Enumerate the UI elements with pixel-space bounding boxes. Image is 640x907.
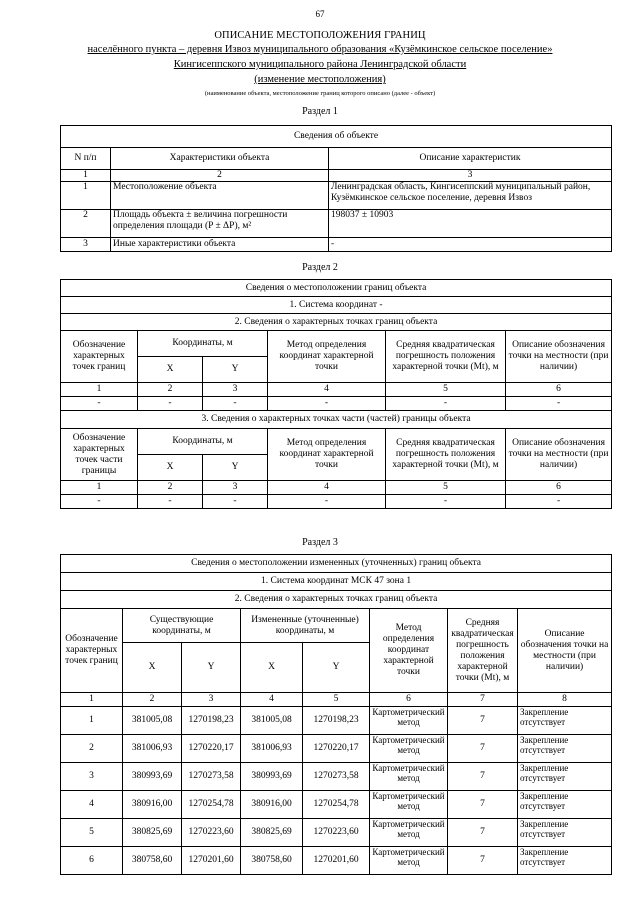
header-point-designation: Обозначение характерных точек части границы bbox=[61, 429, 138, 481]
empty-cell: - bbox=[61, 495, 138, 509]
table-row bbox=[61, 210, 612, 238]
changed-x: 380758,60 bbox=[241, 847, 303, 875]
empty-cell: - bbox=[506, 397, 612, 411]
changed-y: 1270220,17 bbox=[303, 735, 370, 763]
changed-x: 381006,93 bbox=[241, 735, 303, 763]
boundary-points-title: 2. Сведения о характерных точках границ объекта bbox=[61, 591, 612, 609]
coordinate-system: 1. Система координат МСК 47 зона 1 bbox=[61, 573, 612, 591]
existing-y: 1270201,60 bbox=[182, 847, 241, 875]
point-number: 1 bbox=[61, 707, 123, 735]
coordinate-system: 1. Система координат - bbox=[61, 297, 612, 314]
header-point-description: Описание обозначения точки на местности (при наличии) bbox=[506, 331, 612, 383]
header-accuracy: Средняя квадратическая погрешность положения характерной точки (Mt), м bbox=[386, 429, 506, 481]
header-method: Метод определения координат характерной точки bbox=[370, 609, 448, 693]
col-number: 6 bbox=[506, 481, 612, 495]
section-2-title: Сведения о местоположении границ объекта bbox=[61, 280, 612, 297]
existing-y: 1270220,17 bbox=[182, 735, 241, 763]
accuracy: 7 bbox=[448, 791, 518, 819]
section-1-label: Раздел 1 bbox=[302, 106, 338, 117]
row-characteristic: Иные характеристики объекта bbox=[111, 238, 329, 252]
empty-cell: - bbox=[386, 397, 506, 411]
col-number: 3 bbox=[329, 170, 612, 182]
col-number: 5 bbox=[386, 481, 506, 495]
changed-y: 1270273,58 bbox=[303, 763, 370, 791]
row-value: - bbox=[329, 238, 612, 252]
point-number: 4 bbox=[61, 791, 123, 819]
header-point-description: Описание обозначения точки на местности (при наличии) bbox=[506, 429, 612, 481]
accuracy: 7 bbox=[448, 707, 518, 735]
point-number: 6 bbox=[61, 847, 123, 875]
point-number: 5 bbox=[61, 819, 123, 847]
existing-x: 381006,93 bbox=[123, 735, 182, 763]
accuracy: 7 bbox=[448, 763, 518, 791]
section-1-title: Сведения об объекте bbox=[61, 126, 612, 148]
table-row bbox=[61, 495, 612, 509]
method: Картометрический метод bbox=[370, 791, 448, 819]
changed-x: 381005,08 bbox=[241, 707, 303, 735]
existing-x: 381005,08 bbox=[123, 707, 182, 735]
col-number: 1 bbox=[61, 481, 138, 495]
object-caption: (наименование объекта, местоположение границ которого описано (далее - объект) bbox=[204, 90, 436, 97]
point-description: Закрепление отсутствует bbox=[518, 791, 612, 819]
col-number: 3 bbox=[203, 383, 268, 397]
col-number: 2 bbox=[123, 693, 182, 707]
empty-cell: - bbox=[61, 397, 138, 411]
method: Картометрический метод bbox=[370, 819, 448, 847]
changed-x: 380993,69 bbox=[241, 763, 303, 791]
existing-x: 380916,00 bbox=[123, 791, 182, 819]
table-row bbox=[61, 819, 612, 847]
row-number: 1 bbox=[61, 182, 111, 210]
accuracy: 7 bbox=[448, 819, 518, 847]
col-number: 1 bbox=[61, 693, 123, 707]
header-method: Метод определения координат характерной точки bbox=[268, 429, 386, 481]
boundary-points-title: 2. Сведения о характерных точках границ объекта bbox=[61, 314, 612, 331]
table-row bbox=[61, 397, 612, 411]
col-number: 4 bbox=[241, 693, 303, 707]
section-2-label: Раздел 2 bbox=[302, 262, 338, 273]
point-description: Закрепление отсутствует bbox=[518, 847, 612, 875]
changed-x: 380916,00 bbox=[241, 791, 303, 819]
header-point-designation: Обозначение характерных точек границ bbox=[61, 609, 123, 693]
row-number: 3 bbox=[61, 238, 111, 252]
header-point-designation: Обозначение характерных точек границ bbox=[61, 331, 138, 383]
col-number: 4 bbox=[268, 383, 386, 397]
header-y: Y bbox=[303, 643, 370, 693]
header-y: Y bbox=[203, 455, 268, 481]
col-number: 3 bbox=[182, 693, 241, 707]
header-x: X bbox=[123, 643, 182, 693]
col-number: 6 bbox=[370, 693, 448, 707]
point-description: Закрепление отсутствует bbox=[518, 763, 612, 791]
accuracy: 7 bbox=[448, 735, 518, 763]
document-title: ОПИСАНИЕ МЕСТОПОЛОЖЕНИЯ ГРАНИЦ bbox=[214, 30, 426, 41]
existing-y: 1270273,58 bbox=[182, 763, 241, 791]
changed-y: 1270223,60 bbox=[303, 819, 370, 847]
header-accuracy: Средняя квадратическая погрешность положения характерной точки (Mt), м bbox=[386, 331, 506, 383]
existing-y: 1270198,23 bbox=[182, 707, 241, 735]
col-number: 2 bbox=[138, 383, 203, 397]
method: Картометрический метод bbox=[370, 847, 448, 875]
col-number: 5 bbox=[303, 693, 370, 707]
col-number: 1 bbox=[61, 383, 138, 397]
header-y: Y bbox=[203, 357, 268, 383]
empty-cell: - bbox=[506, 495, 612, 509]
empty-cell: - bbox=[268, 495, 386, 509]
existing-y: 1270254,78 bbox=[182, 791, 241, 819]
accuracy: 7 bbox=[448, 847, 518, 875]
method: Картометрический метод bbox=[370, 763, 448, 791]
point-number: 3 bbox=[61, 763, 123, 791]
col-number: 6 bbox=[506, 383, 612, 397]
point-number: 2 bbox=[61, 735, 123, 763]
point-description: Закрепление отсутствует bbox=[518, 735, 612, 763]
col-number: 7 bbox=[448, 693, 518, 707]
empty-cell: - bbox=[268, 397, 386, 411]
empty-cell: - bbox=[138, 397, 203, 411]
col-header-characteristic: Характеристики объекта bbox=[111, 148, 329, 170]
col-number: 3 bbox=[203, 481, 268, 495]
col-number: 4 bbox=[268, 481, 386, 495]
point-description: Закрепление отсутствует bbox=[518, 819, 612, 847]
row-number: 2 bbox=[61, 210, 111, 238]
header-x: X bbox=[138, 357, 203, 383]
table-row bbox=[61, 847, 612, 875]
header-x: X bbox=[241, 643, 303, 693]
existing-x: 380993,69 bbox=[123, 763, 182, 791]
table-row bbox=[61, 763, 612, 791]
empty-cell: - bbox=[203, 495, 268, 509]
section-1-table bbox=[60, 125, 612, 252]
header-point-description: Описание обозначения точки на местности (при наличии) bbox=[518, 609, 612, 693]
table-row bbox=[61, 735, 612, 763]
section-3-table bbox=[60, 554, 612, 875]
empty-cell: - bbox=[203, 397, 268, 411]
col-number: 5 bbox=[386, 383, 506, 397]
changed-y: 1270254,78 bbox=[303, 791, 370, 819]
table-row bbox=[61, 791, 612, 819]
header-coordinates: Координаты, м bbox=[138, 429, 268, 455]
existing-x: 380825,69 bbox=[123, 819, 182, 847]
header-changed-coordinates: Измененные (уточненные) координаты, м bbox=[241, 609, 370, 643]
header-accuracy: Средняя квадратическая погрешность положения характерной точки (Mt), м bbox=[448, 609, 518, 693]
object-name-line-3: (изменение местоположения) bbox=[254, 74, 386, 85]
object-name-line-2: Кингисеппского муниципального района Ленинградской области bbox=[173, 59, 467, 70]
point-description: Закрепление отсутствует bbox=[518, 707, 612, 735]
col-header-description: Описание характеристик bbox=[329, 148, 612, 170]
col-number: 2 bbox=[111, 170, 329, 182]
table-row bbox=[61, 238, 612, 252]
row-value: Ленинградская область, Кингисеппский муниципальный район, Кузёмкинское сельское поселение, деревня Извоз bbox=[329, 182, 612, 210]
method: Картометрический метод bbox=[370, 707, 448, 735]
part-points-title: 3. Сведения о характерных точках части (частей) границы объекта bbox=[61, 411, 612, 429]
header-y: Y bbox=[182, 643, 241, 693]
changed-y: 1270201,60 bbox=[303, 847, 370, 875]
col-number: 1 bbox=[61, 170, 111, 182]
header-method: Метод определения координат характерной точки bbox=[268, 331, 386, 383]
changed-x: 380825,69 bbox=[241, 819, 303, 847]
header-x: X bbox=[138, 455, 203, 481]
method: Картометрический метод bbox=[370, 735, 448, 763]
header-existing-coordinates: Существующие координаты, м bbox=[123, 609, 241, 643]
row-characteristic: Местоположение объекта bbox=[111, 182, 329, 210]
existing-y: 1270223,60 bbox=[182, 819, 241, 847]
table-row bbox=[61, 707, 612, 735]
changed-y: 1270198,23 bbox=[303, 707, 370, 735]
row-characteristic: Площадь объекта ± величина погрешности определения площади (P ± ΔP), м² bbox=[111, 210, 329, 238]
existing-x: 380758,60 bbox=[123, 847, 182, 875]
col-number: 2 bbox=[138, 481, 203, 495]
page-number: 67 bbox=[315, 9, 325, 19]
section-2-table bbox=[60, 279, 612, 509]
section-3-title: Сведения о местоположении измененных (уточненных) границ объекта bbox=[61, 555, 612, 573]
empty-cell: - bbox=[138, 495, 203, 509]
header-coordinates: Координаты, м bbox=[138, 331, 268, 357]
table-row bbox=[61, 182, 612, 210]
section-3-label: Раздел 3 bbox=[302, 537, 338, 548]
row-value: 198037 ± 10903 bbox=[329, 210, 612, 238]
col-number: 8 bbox=[518, 693, 612, 707]
col-header-number: N п/п bbox=[61, 148, 111, 170]
object-name-line-1: населённого пункта – деревня Извоз муниципального образования «Кузёмкинское сельское поселение» bbox=[87, 44, 553, 55]
empty-cell: - bbox=[386, 495, 506, 509]
